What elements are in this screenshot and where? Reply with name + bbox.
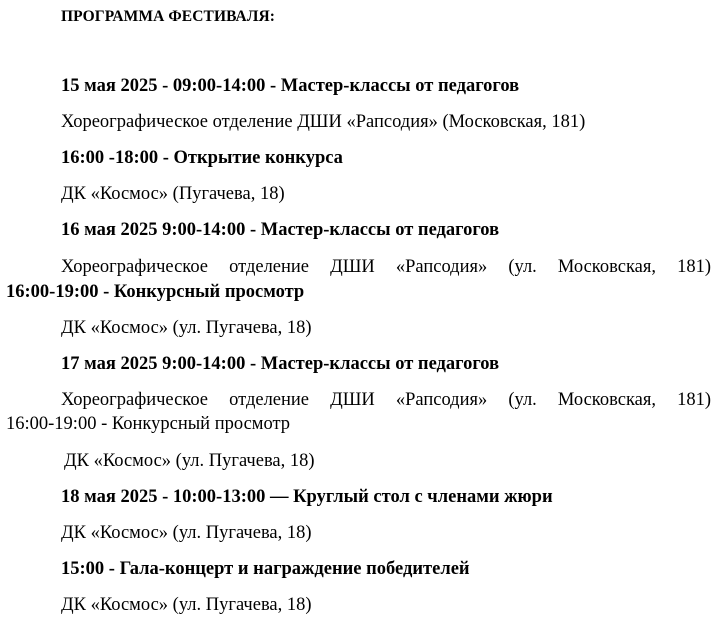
- program-line-15: 15:00 - Гала-концерт и награждение победителей: [61, 559, 470, 579]
- program-line-13: 18 мая 2025 - 10:00-13:00 — Круглый стол с членами жюри: [61, 487, 553, 507]
- word: (ул.: [508, 257, 537, 277]
- word: отделение: [229, 390, 310, 410]
- word: Хореографическое: [61, 257, 209, 277]
- program-title: ПРОГРАММА ФЕСТИВАЛЯ:: [61, 8, 276, 25]
- program-line-3: 16:00 -18:00 - Открытие конкурса: [61, 148, 343, 168]
- program-line-16: ДК «Космос» (ул. Пугачева, 18): [61, 595, 312, 615]
- program-line-10: [61, 389, 711, 411]
- program-line-8: ДК «Космос» (ул. Пугачева, 18): [61, 318, 312, 338]
- word: (ул.: [508, 390, 537, 410]
- program-line-6: [61, 256, 711, 278]
- program-line-1: 15 мая 2025 - 09:00-14:00 - Мастер-классы от педагогов: [61, 76, 520, 96]
- program-line-9: 17 мая 2025 9:00-14:00 - Мастер-классы от педагогов: [61, 354, 500, 374]
- program-line-7: 16:00-19:00 - Конкурсный просмотр: [6, 282, 305, 302]
- program-line-5: 16 мая 2025 9:00-14:00 - Мастер-классы от педагогов: [61, 220, 500, 240]
- program-line-12: ДК «Космос» (ул. Пугачева, 18): [64, 451, 315, 471]
- program-line-4: ДК «Космос» (Пугачева, 18): [61, 184, 285, 204]
- program-line-2: Хореографическое отделение ДШИ «Рапсодия» (Московская, 181): [61, 112, 586, 132]
- program-line-11: 16:00-19:00 - Конкурсный просмотр: [6, 414, 291, 434]
- word: «Рапсодия»: [395, 390, 488, 410]
- word: Хореографическое: [61, 390, 209, 410]
- word: 181): [677, 390, 711, 410]
- program-line-14: ДК «Космос» (ул. Пугачева, 18): [61, 523, 312, 543]
- word: Московская,: [557, 390, 656, 410]
- word: 181): [677, 257, 711, 277]
- word: ДШИ: [330, 257, 375, 277]
- word: «Рапсодия»: [395, 257, 488, 277]
- word: Московская,: [557, 257, 656, 277]
- word: ДШИ: [330, 390, 375, 410]
- word: отделение: [229, 257, 310, 277]
